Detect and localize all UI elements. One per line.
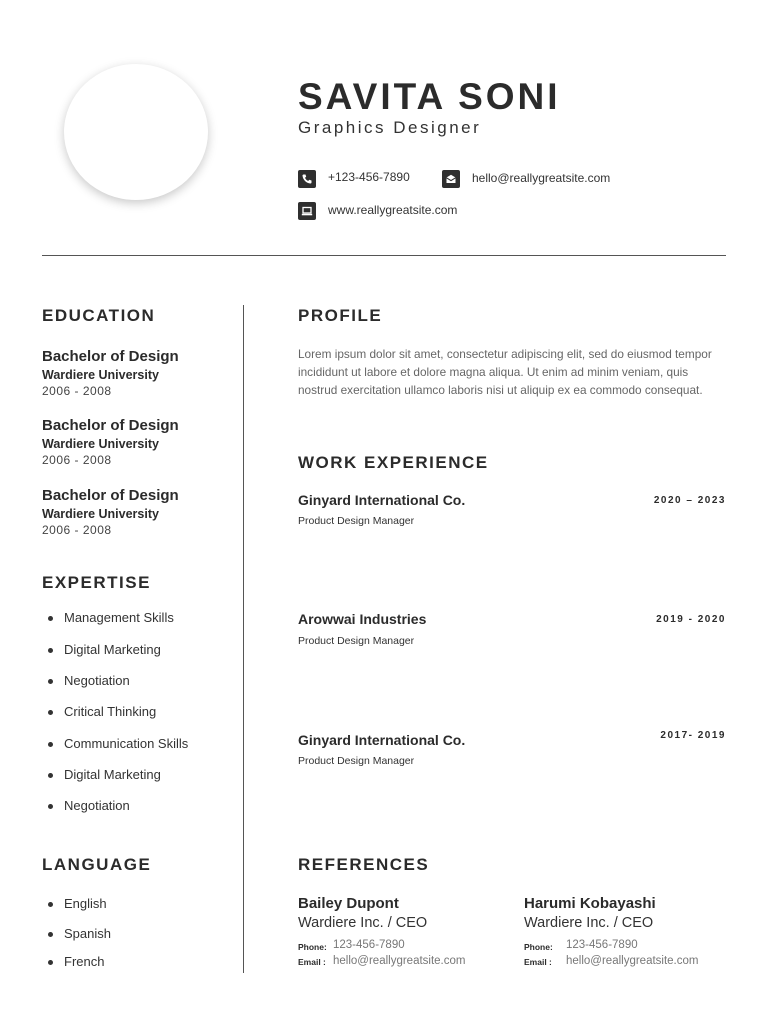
reference-email-label: Email : [524, 957, 552, 967]
reference-phone: 123-456-7890 [333, 939, 405, 951]
education-degree: Bachelor of Design [42, 417, 179, 434]
work-role: Product Design Manager [298, 515, 415, 527]
laptop-icon [298, 202, 316, 220]
mail-icon [442, 170, 460, 188]
education-school: Wardiere University [42, 507, 159, 521]
work-years: 2020 – 2023 [653, 495, 726, 506]
phone-icon [298, 170, 316, 188]
reference-company: Wardiere Inc. / CEO [298, 915, 428, 931]
profile-heading: PROFILE [298, 306, 383, 325]
website-address: www.reallygreatsite.com [328, 203, 458, 217]
bullet [48, 679, 53, 684]
bullet [48, 960, 53, 965]
language-item: French [64, 954, 105, 969]
language-heading: LANGUAGE [42, 855, 152, 874]
email-address: hello@reallygreatsite.com [472, 171, 611, 185]
reference-email-label: Email : [298, 957, 326, 967]
language-item: Spanish [64, 926, 111, 941]
bullet [48, 742, 53, 747]
bullet [48, 773, 53, 778]
reference-email: hello@reallygreatsite.com [333, 955, 466, 967]
expertise-item: Critical Thinking [64, 704, 157, 719]
profile-photo [64, 64, 208, 200]
work-role: Product Design Manager [298, 635, 415, 647]
reference-phone: 123-456-7890 [566, 939, 638, 951]
phone-number: +123-456-7890 [328, 170, 410, 184]
bullet [48, 710, 53, 715]
reference-name: Harumi Kobayashi [524, 895, 656, 912]
work-company: Ginyard International Co. [298, 732, 466, 748]
reference-name: Bailey Dupont [298, 895, 399, 912]
expertise-heading: EXPERTISE [42, 573, 151, 592]
work-experience-heading: WORK EXPERIENCE [298, 453, 489, 472]
language-item: English [64, 896, 107, 911]
references-heading: REFERENCES [298, 855, 430, 874]
reference-email: hello@reallygreatsite.com [566, 955, 699, 967]
bullet [48, 648, 53, 653]
education-heading: EDUCATION [42, 306, 156, 325]
profile-text: Lorem ipsum dolor sit amet, consectetur adipiscing elit, sed do eiusmod tempor incididunt ut labore et dolore magna aliqua. Ut enim ad minim veniam, quis nostrud exercitation ullamco laboris nisi ut aliquip ex ea commodo consequat. [298, 347, 712, 398]
candidate-name: SAVITA SONI [298, 76, 561, 117]
expertise-item: Digital Marketing [64, 767, 161, 782]
expertise-item: Negotiation [64, 798, 130, 813]
education-years: 2006 - 2008 [42, 523, 112, 537]
education-degree: Bachelor of Design [42, 348, 179, 365]
work-years: 2019 - 2020 [656, 614, 726, 625]
bullet [48, 616, 53, 621]
reference-company: Wardiere Inc. / CEO [524, 915, 654, 931]
work-company: Arowwai Industries [298, 611, 427, 627]
expertise-item: Digital Marketing [64, 642, 161, 657]
reference-phone-label: Phone: [298, 942, 327, 952]
bullet [48, 804, 53, 809]
bullet [48, 932, 53, 937]
expertise-item: Communication Skills [64, 736, 189, 751]
education-school: Wardiere University [42, 368, 159, 382]
reference-phone-label: Phone: [524, 942, 553, 952]
education-degree: Bachelor of Design [42, 487, 179, 504]
header-divider [42, 255, 726, 256]
column-divider [243, 305, 244, 973]
expertise-item: Negotiation [64, 673, 130, 688]
expertise-item: Management Skills [64, 610, 174, 625]
education-years: 2006 - 2008 [42, 384, 112, 398]
education-years: 2006 - 2008 [42, 453, 112, 467]
education-school: Wardiere University [42, 437, 159, 451]
bullet [48, 902, 53, 907]
work-years: 2017- 2019 [660, 730, 726, 741]
work-company: Ginyard International Co. [298, 492, 466, 508]
job-title: Graphics Designer [298, 118, 482, 137]
work-role: Product Design Manager [298, 755, 415, 767]
